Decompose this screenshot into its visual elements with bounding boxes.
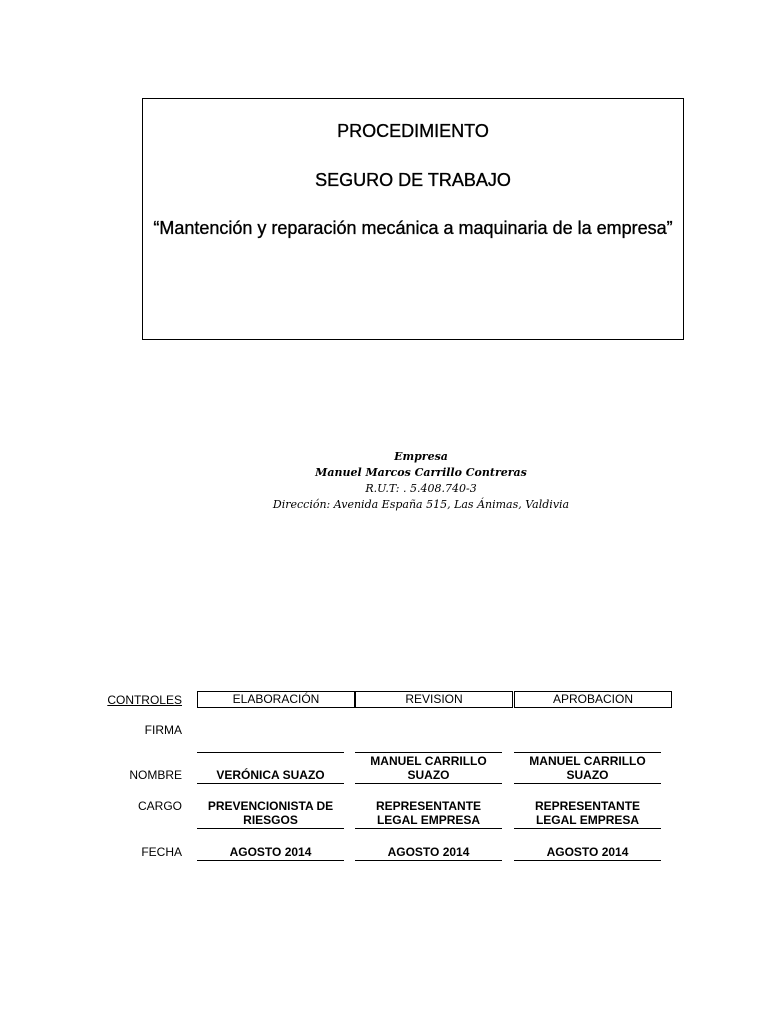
elaboracion-nombre: VERÓNICA SUAZO xyxy=(216,768,325,782)
elaboracion-fecha-line xyxy=(197,860,344,861)
revision-cargo: REPRESENTANTE LEGAL EMPRESA xyxy=(375,799,482,827)
revision-fecha-line xyxy=(355,860,502,861)
aprobacion-cargo-line xyxy=(514,828,661,829)
company-label: Empresa xyxy=(394,450,448,463)
company-info xyxy=(0,449,768,513)
elaboracion-header: ELABORACIÓN xyxy=(197,691,355,708)
document-category-title: SEGURO DE TRABAJO xyxy=(315,170,511,190)
aprobacion-nombre: MANUEL CARRILLO SUAZO xyxy=(529,754,646,782)
company-rut: R.U.T: . 5.408.740-3 xyxy=(365,482,477,495)
aprobacion-signature-line xyxy=(514,752,661,753)
fecha-label: FECHA xyxy=(141,845,182,859)
aprobacion-cargo: REPRESENTANTE LEGAL EMPRESA xyxy=(534,799,641,827)
firma-label: FIRMA xyxy=(144,723,182,737)
company-name: Manuel Marcos Carrillo Contreras xyxy=(315,466,527,479)
aprobacion-nombre-line xyxy=(514,783,661,784)
elaboracion-cargo-line xyxy=(197,828,344,829)
aprobacion-fecha-line xyxy=(514,860,661,861)
elaboracion-nombre-line xyxy=(197,783,344,784)
revision-nombre: MANUEL CARRILLO SUAZO xyxy=(370,754,487,782)
cargo-label: CARGO xyxy=(137,799,182,813)
revision-fecha: AGOSTO 2014 xyxy=(387,845,470,859)
procedure-name-title: “Mantención y reparación mecánica a maquinaria de la empresa” xyxy=(153,218,673,238)
document-title-box xyxy=(142,98,684,340)
elaboracion-fecha: AGOSTO 2014 xyxy=(229,845,312,859)
aprobacion-header: APROBACION xyxy=(514,691,672,708)
revision-signature-line xyxy=(355,752,502,753)
company-address: Dirección: Avenida España 515, Las Ánimas, Valdivia xyxy=(272,498,570,511)
elaboracion-signature-line xyxy=(197,752,344,753)
revision-header: REVISION xyxy=(355,691,513,708)
controles-label: CONTROLES xyxy=(107,693,182,707)
revision-cargo-line xyxy=(355,828,502,829)
revision-nombre-line xyxy=(355,783,502,784)
aprobacion-fecha: AGOSTO 2014 xyxy=(546,845,629,859)
document-type-title: PROCEDIMIENTO xyxy=(337,121,489,141)
elaboracion-cargo: PREVENCIONISTA DE RIESGOS xyxy=(207,799,334,827)
nombre-label: NOMBRE xyxy=(129,768,182,782)
